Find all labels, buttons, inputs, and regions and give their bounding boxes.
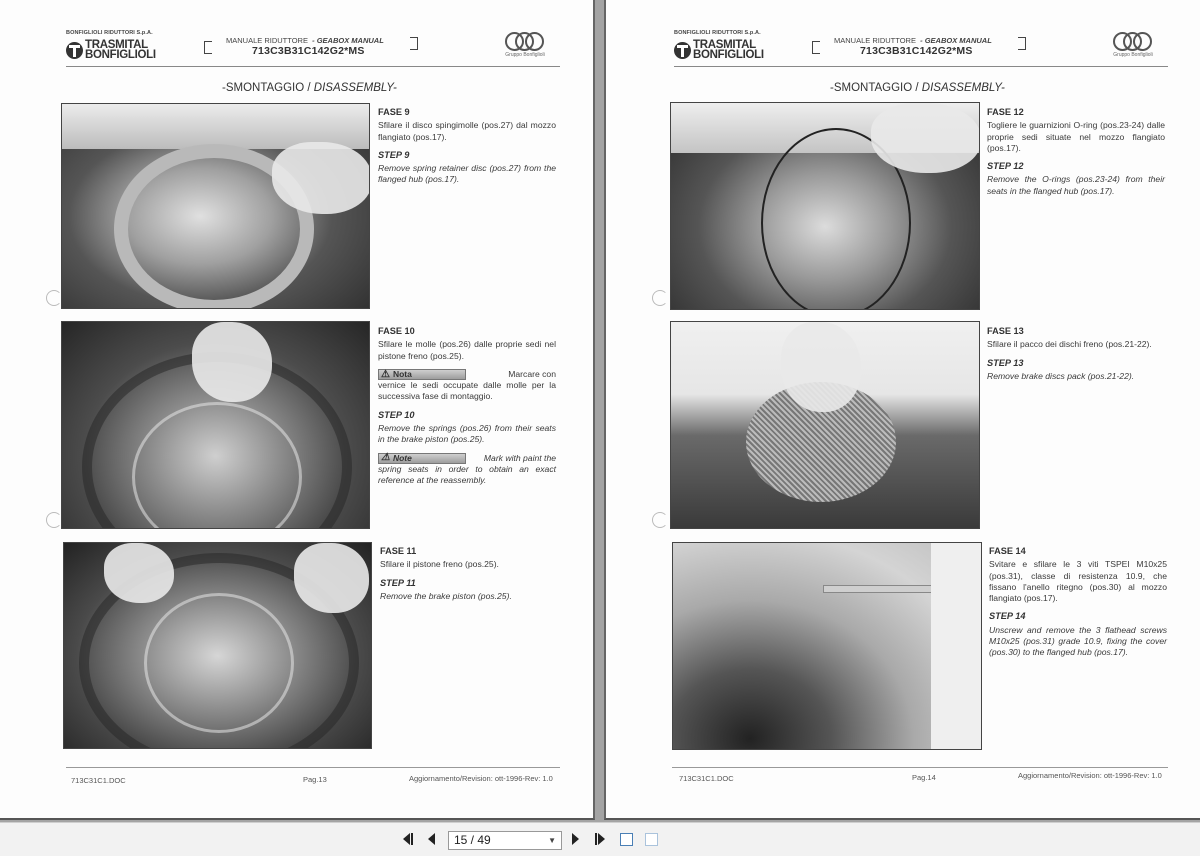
fase-label: FASE 11 — [380, 546, 417, 556]
step-label: STEP 11 — [380, 577, 416, 588]
brand-line-2: BONFIGLIOLI — [85, 49, 156, 61]
page-indicator: 15 / 49 — [454, 833, 491, 847]
next-view-button[interactable] — [642, 831, 660, 847]
manual-label-en: - GEABOX MANUAL — [312, 36, 384, 45]
footer-revision: Aggiornamento/Revision: ott-1996-Rev: 1.0 — [1018, 771, 1162, 780]
previous-page-icon — [428, 833, 435, 845]
section-title-en: DISASSEMBLY- — [313, 82, 397, 94]
step-text: Unscrew and remove the 3 flathead screws M10x25 (pos.31) grade 10.9, fixing the cover (pos.30) to the flanged hub (pos.17). — [989, 624, 1167, 658]
step-14 — [989, 546, 1167, 666]
step-label: STEP 12 — [987, 161, 1024, 172]
manual-title-box — [812, 37, 1026, 55]
footer-doc: 713C31C1.DOC — [679, 774, 734, 783]
step-text: Remove the springs (pos.26) from their seats in the brake piston (pos.25). — [378, 423, 556, 445]
previous-view-button[interactable] — [617, 831, 635, 847]
next-view-icon — [645, 833, 658, 846]
step-10 — [378, 326, 556, 494]
fase-label: FASE 12 — [987, 107, 1024, 117]
bonfiglioli-rings-icon — [1111, 30, 1155, 52]
step-13 — [987, 326, 1165, 389]
header-divider — [66, 66, 560, 67]
fase-text: Sfilare il pistone freno (pos.25). — [380, 559, 499, 570]
group-logo-text: Gruppo Bonfiglioli — [505, 52, 545, 58]
step-label: STEP 14 — [989, 611, 1026, 622]
manual-title-box — [204, 37, 418, 55]
note-text: vernice le sedi occupate dalle molle per la successiva fase di montaggio. — [378, 380, 556, 402]
brand-line-2: BONFIGLIOLI — [693, 49, 764, 61]
previous-view-icon — [620, 833, 633, 846]
step-label: STEP 9 — [378, 149, 410, 160]
brand-line-1: TRASMITAL — [693, 39, 756, 51]
footer-revision: Aggiornamento/Revision: ott-1996-Rev: 1.0 — [409, 774, 553, 783]
manual-label-it: MANUALE RIDUTTORE — [226, 36, 308, 45]
previous-page-button[interactable] — [424, 831, 438, 847]
fase-text: Sfilare il disco spingimolle (pos.27) dal mozzo flangiato (pos.17). — [378, 120, 556, 142]
last-page-button[interactable] — [592, 831, 608, 847]
fase-text: Sfilare il pacco dei dischi freno (pos.21-22). — [987, 339, 1152, 350]
binder-hole-mark — [652, 290, 668, 306]
chevron-down-icon: ▼ — [548, 836, 556, 845]
step-14-photo — [672, 542, 982, 750]
company-logo — [674, 30, 774, 60]
model-code: 713C3B31C142G2*MS — [252, 45, 365, 57]
step-text: Remove the brake piston (pos.25). — [380, 590, 512, 601]
header-divider — [674, 66, 1168, 67]
fase-label: FASE 14 — [989, 546, 1026, 556]
step-label: STEP 10 — [378, 409, 415, 420]
warning-icon: ⚠ — [381, 368, 390, 380]
note-text-first: Marcare con — [508, 368, 556, 379]
footer-page-number: Pag.14 — [912, 773, 936, 782]
fase-label: FASE 10 — [378, 326, 415, 336]
company-name: BONFIGLIOLI RIDUTTORI S.p.A. — [66, 30, 153, 36]
trasmital-logo-icon — [674, 42, 691, 59]
page-14 — [604, 0, 1200, 820]
section-title — [830, 82, 1005, 94]
fase-text: Sfilare le molle (pos.26) dalle proprie sedi nel pistone freno (pos.25). — [378, 339, 556, 361]
note-text: spring seats in order to obtain an exact reference at the reassembly. — [378, 463, 556, 486]
section-title-it: -SMONTAGGIO / — [222, 82, 314, 94]
binder-hole-mark — [46, 512, 62, 528]
brand-line-1: TRASMITAL — [85, 39, 148, 51]
manual-label-it: MANUALE RIDUTTORE — [834, 36, 916, 45]
note-text-first: Mark with paint the — [483, 452, 556, 463]
group-logo — [1110, 30, 1156, 58]
company-name: BONFIGLIOLI RIDUTTORI S.p.A. — [674, 30, 761, 36]
fase-text: Svitare e sfilare le 3 viti TSPEI M10x25 (pos.31), classe di resistenza 10.9, che fissano l'anello ritegno (pos.30) al mozzo flangiato (pos.17). — [989, 559, 1167, 604]
binder-hole-mark — [46, 290, 62, 306]
fase-label: FASE 9 — [378, 107, 410, 117]
fase-label: FASE 13 — [987, 326, 1024, 336]
step-11-photo — [63, 542, 372, 749]
binder-hole-mark — [652, 512, 668, 528]
footer-divider — [66, 767, 560, 768]
step-10-photo — [61, 321, 370, 529]
group-logo — [502, 30, 548, 58]
company-logo — [66, 30, 166, 60]
model-code: 713C3B31C142G2*MS — [860, 45, 973, 57]
step-text: Remove brake discs pack (pos.21-22). — [987, 370, 1135, 381]
section-title-it: -SMONTAGGIO / — [830, 82, 922, 94]
step-label: STEP 13 — [987, 357, 1024, 368]
last-page-icon — [595, 833, 605, 845]
footer-page-number: Pag.13 — [303, 775, 327, 784]
section-title — [222, 82, 397, 94]
footer-divider — [672, 767, 1168, 768]
manual-label-en: - GEABOX MANUAL — [920, 36, 992, 45]
note-badge — [378, 369, 466, 380]
note-label: Note — [392, 452, 412, 463]
next-page-button[interactable] — [568, 831, 582, 847]
bonfiglioli-rings-icon — [503, 30, 547, 52]
step-12-photo — [670, 102, 980, 310]
page-13 — [0, 0, 595, 820]
section-title-en: DISASSEMBLY- — [921, 82, 1005, 94]
first-page-button[interactable] — [400, 831, 416, 847]
page-header — [66, 30, 560, 70]
fase-text: Togliere le guarnizioni O-ring (pos.23-24) dalle proprie sedi situate nel mozzo flangiato (pos.17). — [987, 120, 1165, 153]
note-label: Nota — [392, 368, 412, 379]
step-9 — [378, 107, 556, 193]
first-page-icon — [403, 833, 413, 845]
step-13-photo — [670, 321, 980, 529]
trasmital-logo-icon — [66, 42, 83, 59]
group-logo-text: Gruppo Bonfiglioli — [1113, 52, 1153, 58]
note-badge — [378, 453, 466, 464]
navigation-toolbar — [0, 822, 1200, 856]
next-page-icon — [572, 833, 579, 845]
step-9-photo — [61, 103, 370, 309]
step-12 — [987, 107, 1165, 204]
warning-icon: ⚠ — [381, 452, 390, 464]
page-header — [674, 30, 1168, 70]
step-11 — [380, 546, 558, 609]
step-text: Remove spring retainer disc (pos.27) from the flanged hub (pos.17). — [378, 163, 556, 185]
step-text: Remove the O-rings (pos.23-24) from their seats in the flanged hub (pos.17). — [987, 174, 1165, 196]
page-number-dropdown[interactable] — [448, 831, 562, 850]
footer-doc: 713C31C1.DOC — [71, 776, 126, 785]
